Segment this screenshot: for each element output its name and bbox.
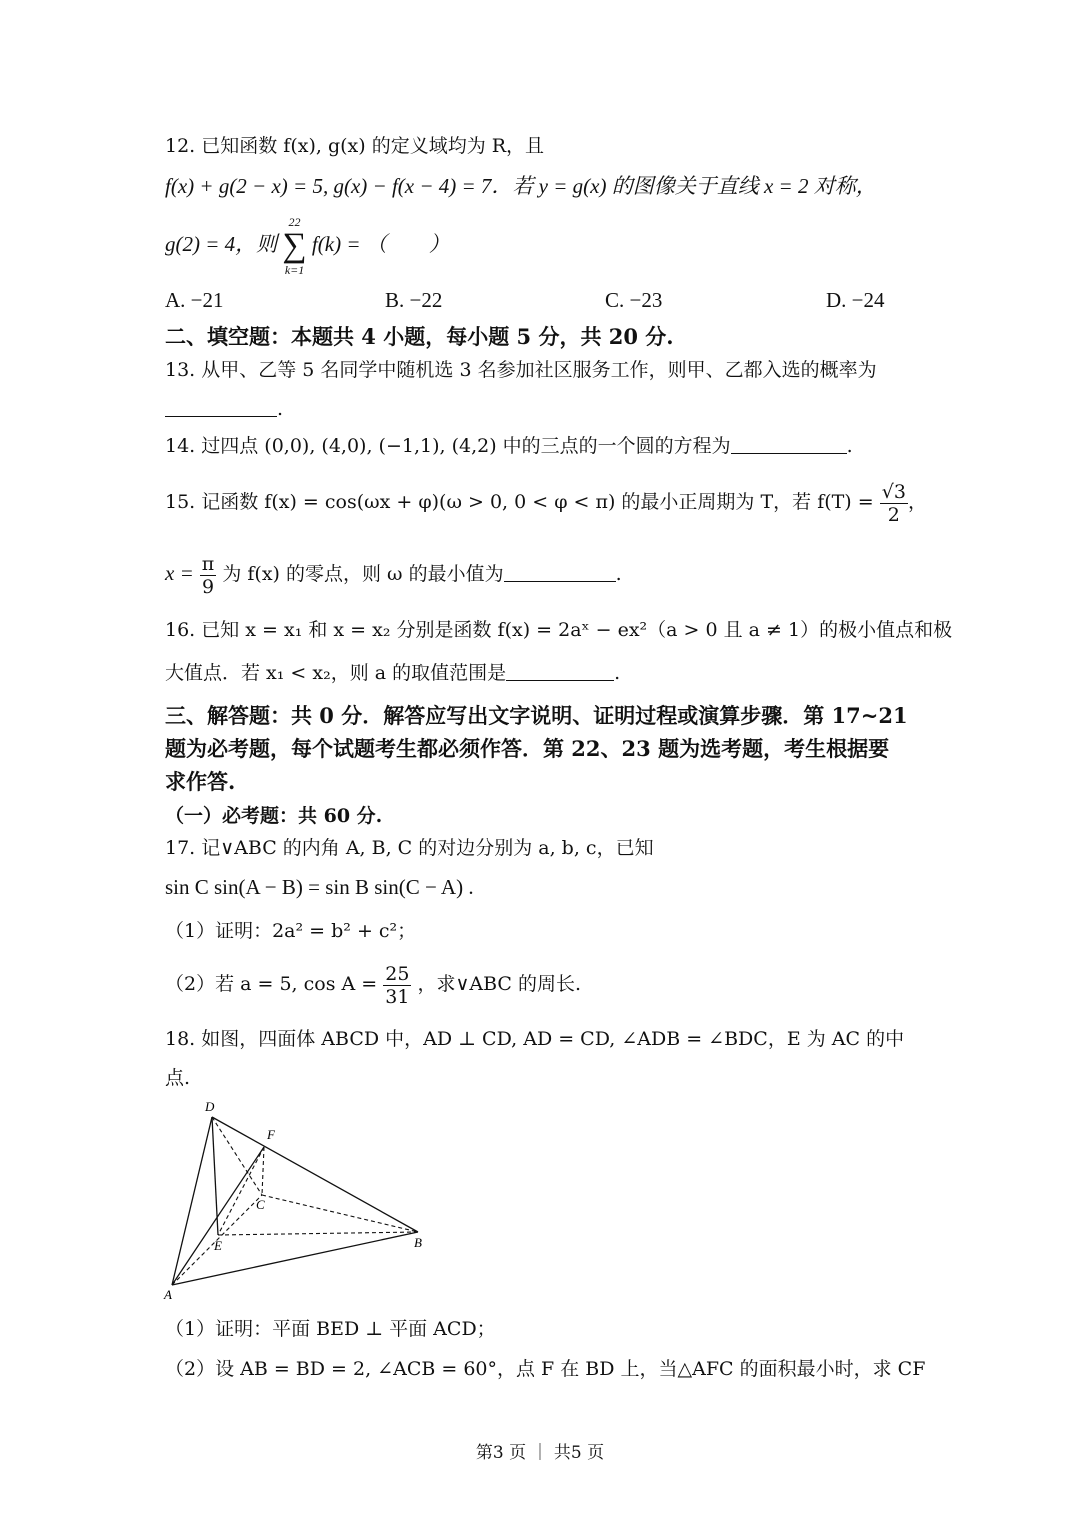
fraction-pi-over-9	[200, 553, 217, 598]
q15-line1	[165, 476, 927, 528]
edge-DE	[212, 1117, 218, 1235]
q16-answer-blank	[506, 660, 614, 681]
q15-period: .	[615, 563, 622, 585]
q12-line1: 12. 已知函数 f(x), g(x) 的定义域均为 R，且	[165, 135, 545, 157]
frac-den: 2	[887, 503, 900, 526]
q18-line2: 点.	[165, 1067, 191, 1089]
section3-line2: 题为必考题，每个试题考生都必须作答．第 22、23 题为选考题，考生根据要	[165, 736, 890, 761]
label-D: D	[205, 1099, 215, 1114]
q16-line2	[165, 659, 620, 687]
subsection-required: （一）必考题：共 60 分.	[165, 805, 383, 827]
q13-period: .	[277, 398, 284, 420]
q17-line2: sin C sin(A − B) = sin B sin(C − A) .	[165, 875, 474, 899]
q16-period: .	[614, 662, 621, 684]
q15-line1-end: ，	[907, 491, 927, 513]
q12-line3-b: f(k) = （ ）	[311, 231, 450, 256]
q15-line1-a: 15. 记函数 f(x) = cos(ωx + φ)(ω > 0, 0 < φ < π) 的最小正周期为 T，若 f(T) =	[165, 491, 874, 513]
section3-line1: 三、解答题：共 0 分．解答应写出文字说明、证明过程或演算步骤．第 17~21	[165, 703, 908, 728]
q12-line3-a: g(2) = 4，则	[165, 231, 278, 256]
q14-line	[165, 432, 853, 460]
frac-num: 25	[385, 962, 410, 985]
frac-den: 9	[202, 575, 215, 598]
page-footer: 第3 页 ｜ 共5 页	[475, 1443, 605, 1463]
q13-line1: 13. 从甲、乙等 5 名同学中随机选 3 名参加社区服务工作，则甲、乙都入选的概率为	[165, 359, 877, 381]
q12-option-c: C. −23	[605, 288, 663, 312]
q14-period: .	[846, 435, 853, 457]
q13-line2	[165, 395, 283, 423]
fraction-sqrt3-over-2	[880, 481, 908, 526]
q12-option-a: A. −21	[165, 288, 224, 312]
q13-answer-blank	[165, 396, 277, 417]
summation	[282, 215, 306, 277]
edge-DA	[172, 1117, 212, 1285]
q15-line2	[165, 547, 622, 600]
edge-DC	[212, 1117, 262, 1195]
edge-FC	[262, 1147, 264, 1195]
q14-answer-blank	[731, 433, 847, 454]
section2-heading: 二、填空题：本题共 4 小题，每小题 5 分，共 20 分.	[165, 324, 674, 349]
label-E: E	[214, 1238, 222, 1253]
q12-option-b: B. −22	[385, 288, 443, 312]
label-F: F	[267, 1127, 275, 1142]
edge-CB	[262, 1195, 418, 1232]
label-B: B	[414, 1235, 422, 1250]
edge-AB	[172, 1232, 418, 1285]
frac-num: √3	[881, 480, 906, 503]
q14-text: 14. 过四点 (0,0), (4,0), (−1,1), (4,2) 中的三点的一个圆的方程为	[165, 435, 731, 457]
q17-part2	[165, 958, 581, 1010]
q16-line1: 16. 已知 x = x₁ 和 x = x₂ 分别是函数 f(x) = 2aˣ − ex²（a > 0 且 a ≠ 1）的极小值点和极	[165, 619, 953, 641]
q17-part2-b: ，求∨ABC 的周长.	[417, 973, 582, 995]
section3-line3: 求作答.	[165, 769, 236, 794]
frac-den: 31	[385, 985, 410, 1008]
fraction-25-over-31	[383, 963, 411, 1008]
edge-EB	[218, 1232, 418, 1235]
q17-part2-a: （2）若 a = 5, cos A =	[165, 973, 378, 995]
q15-line2-a: x =	[165, 561, 194, 585]
sum-lower: k=1	[284, 263, 305, 277]
frac-num: π	[201, 552, 215, 575]
q15-line2-b: 为 f(x) 的零点，则 ω 的最小值为	[222, 563, 504, 585]
q17-part1: （1）证明：2a² = b² + c²；	[165, 920, 417, 942]
q12-line3	[165, 215, 450, 277]
q18-line1: 18. 如图，四面体 ABCD 中，AD ⊥ CD, AD = CD, ∠ADB = ∠BDC，E 为 AC 的中	[165, 1028, 905, 1050]
q18-part1: （1）证明：平面 BED ⊥ 平面 ACD；	[165, 1318, 496, 1340]
label-C: C	[256, 1197, 265, 1212]
q17-line1: 17. 记∨ABC 的内角 A, B, C 的对边分别为 a, b, c，已知	[165, 837, 654, 859]
q12-option-d: D. −24	[826, 288, 885, 312]
q12-line2: f(x) + g(2 − x) = 5, g(x) − f(x − 4) = 7．若 y = g(x) 的图像关于直线 x = 2 对称，	[165, 174, 877, 198]
q18-part2: （2）设 AB = BD = 2, ∠ACB = 60°，点 F 在 BD 上，当△AFC 的面积最小时，求 CF	[165, 1358, 926, 1380]
sum-upper: 22	[288, 215, 301, 229]
label-A: A	[164, 1287, 172, 1302]
tetrahedron-figure	[150, 1095, 440, 1305]
q15-answer-blank	[504, 561, 616, 582]
edge-AF	[172, 1147, 264, 1285]
edge-FE	[218, 1147, 264, 1235]
sum-sign: ∑	[282, 227, 307, 264]
q16-line2-text: 大值点．若 x₁ < x₂，则 a 的取值范围是	[165, 662, 507, 684]
